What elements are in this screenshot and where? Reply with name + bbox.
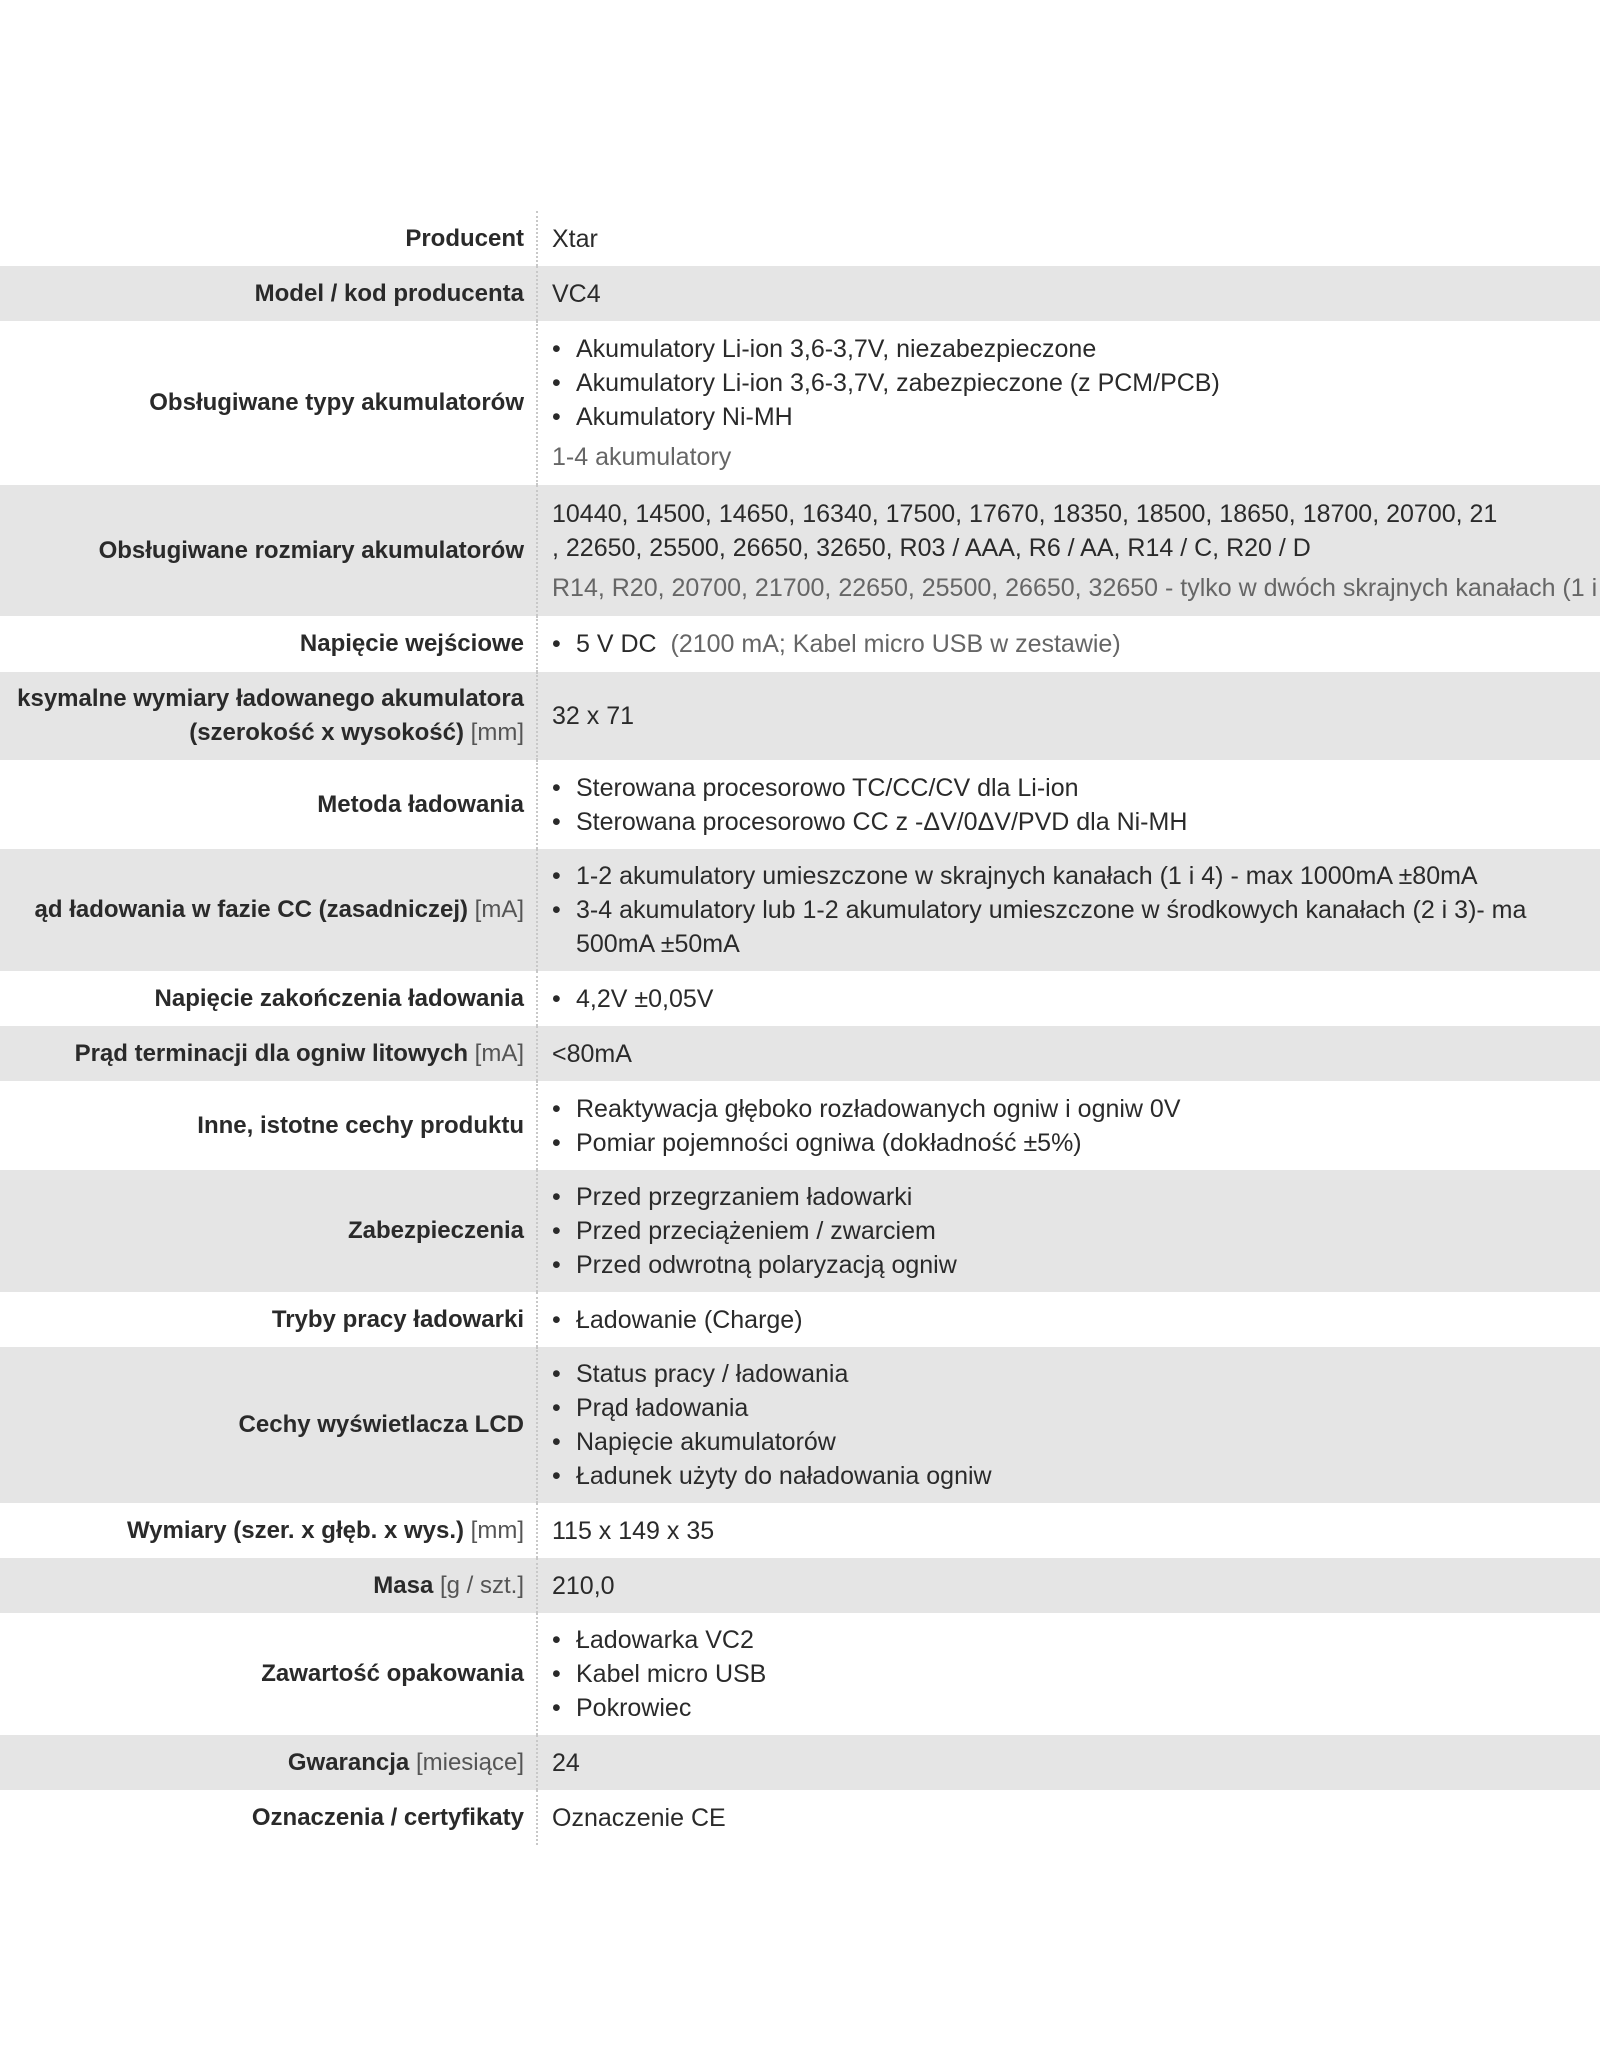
spec-bullet-list bbox=[552, 1180, 1600, 1282]
spec-row-warranty bbox=[0, 1735, 1600, 1790]
spec-bullet-list bbox=[552, 1092, 1600, 1160]
spec-label bbox=[0, 1081, 538, 1170]
spec-value bbox=[538, 1292, 1600, 1347]
spec-label bbox=[0, 1026, 538, 1081]
spec-label-text: Oznaczenia / certyfikaty bbox=[251, 1803, 524, 1831]
spec-value bbox=[538, 266, 1600, 321]
spec-row-protections bbox=[0, 1170, 1600, 1292]
spec-value-text: <80mA bbox=[552, 1039, 632, 1068]
spec-value bbox=[538, 485, 1600, 616]
spec-label bbox=[0, 1790, 538, 1845]
spec-label-text: Model / kod producenta bbox=[254, 279, 524, 307]
spec-bullet-list bbox=[552, 332, 1600, 434]
spec-label bbox=[0, 266, 538, 321]
spec-label bbox=[0, 1735, 538, 1790]
spec-bullet-item bbox=[552, 627, 1600, 661]
spec-label bbox=[0, 1613, 538, 1735]
spec-value bbox=[538, 1026, 1600, 1081]
spec-value bbox=[538, 849, 1600, 971]
spec-label-text: Obsługiwane typy akumulatorów bbox=[149, 389, 524, 416]
spec-row-input-voltage bbox=[0, 616, 1600, 672]
spec-label-unit: [mA] bbox=[474, 1039, 524, 1067]
spec-value bbox=[538, 971, 1600, 1026]
spec-bullet-item: • Akumulatory Li-ion 3,6-3,7V, niezabezpieczone bbox=[552, 332, 1600, 366]
spec-row-charging-method bbox=[0, 760, 1600, 849]
spec-value bbox=[538, 211, 1600, 266]
spec-label-text: Inne, istotne cechy produktu bbox=[197, 1111, 524, 1139]
spec-bullet-item: • Sterowana procesorowo CC z -ΔV/0ΔV/PVD dla Ni-MH bbox=[552, 805, 1600, 839]
spec-bullet-item: • Pokrowiec bbox=[552, 1691, 1600, 1725]
spec-bullet-text: 3-4 akumulatory lub 1-2 akumulatory umieszczone w środkowych kanałach (2 i 3)- ma bbox=[576, 896, 1527, 924]
spec-label bbox=[0, 971, 538, 1026]
spec-value bbox=[538, 616, 1600, 672]
spec-bullet-item: • Napięcie akumulatorów bbox=[552, 1425, 1600, 1459]
spec-row-mass bbox=[0, 1558, 1600, 1613]
spec-bullet-list bbox=[552, 1623, 1600, 1725]
spec-value-text: Xtar bbox=[552, 224, 598, 253]
spec-label-unit: [g / szt.] bbox=[439, 1571, 524, 1599]
spec-label-text: ąd ładowania w fazie CC (zasadniczej) bbox=[34, 896, 468, 923]
spec-value bbox=[538, 1081, 1600, 1170]
spec-label bbox=[0, 211, 538, 266]
spec-label-text: Masa bbox=[373, 1571, 434, 1599]
spec-bullet-list bbox=[552, 1303, 1600, 1337]
spec-row-other-features bbox=[0, 1081, 1600, 1170]
spec-bullet-item: • Sterowana procesorowo TC/CC/CV dla Li-ion bbox=[552, 771, 1600, 805]
spec-value bbox=[538, 1170, 1600, 1292]
spec-bullet-list bbox=[552, 1357, 1600, 1493]
spec-bullet-item: • Przed przeciążeniem / zwarciem bbox=[552, 1214, 1600, 1248]
spec-value-text: 115 x 149 x 35 bbox=[552, 1516, 715, 1545]
spec-label-text: (szerokość x wysokość) bbox=[189, 719, 464, 746]
spec-row-termination-current bbox=[0, 1026, 1600, 1081]
spec-label bbox=[0, 321, 538, 485]
spec-row-operating-modes bbox=[0, 1292, 1600, 1347]
spec-row-certificates bbox=[0, 1790, 1600, 1845]
spec-bullet-continuation: 500mA ±50mA bbox=[576, 930, 740, 958]
spec-row-package-contents bbox=[0, 1613, 1600, 1735]
spec-table bbox=[0, 211, 1600, 1845]
spec-label bbox=[0, 672, 538, 760]
spec-label bbox=[0, 849, 538, 971]
spec-note: 1-4 akumulatory bbox=[552, 443, 732, 471]
spec-label-unit: [mm] bbox=[470, 1516, 524, 1544]
spec-row-lcd-features bbox=[0, 1347, 1600, 1503]
spec-label-text bbox=[75, 1040, 524, 1067]
spec-bullet-item: • Przed odwrotną polaryzacją ogniw bbox=[552, 1248, 1600, 1282]
spec-label-text: Tryby pracy ładowarki bbox=[271, 1305, 524, 1333]
spec-label-text: Prąd terminacji dla ogniw litowych bbox=[74, 1039, 468, 1067]
spec-label bbox=[0, 760, 538, 849]
spec-row-battery-sizes bbox=[0, 485, 1600, 616]
spec-bullet-item: • Kabel micro USB bbox=[552, 1657, 1600, 1691]
spec-bullet-item: • Prąd ładowania bbox=[552, 1391, 1600, 1425]
spec-bullet-item: • Reaktywacja głęboko rozładowanych ogniw i ogniw 0V bbox=[552, 1092, 1600, 1126]
spec-value bbox=[538, 321, 1600, 485]
spec-row-end-voltage bbox=[0, 971, 1600, 1026]
spec-row-producent bbox=[0, 211, 1600, 266]
spec-label-text: Napięcie wejściowe bbox=[299, 630, 524, 657]
spec-value bbox=[538, 1735, 1600, 1790]
spec-label-unit: [mm] bbox=[470, 719, 524, 746]
spec-label bbox=[0, 485, 538, 616]
spec-bullet-list bbox=[552, 771, 1600, 839]
spec-bullet-item: • Status pracy / ładowania bbox=[552, 1357, 1600, 1391]
spec-value-text: 210,0 bbox=[552, 1571, 615, 1600]
spec-label-text bbox=[288, 1749, 524, 1776]
spec-note: R14, R20, 20700, 21700, 22650, 25500, 26650, 32650 - tylko w dwóch skrajnych kanałach (1 i bbox=[552, 573, 1598, 602]
spec-value bbox=[538, 1790, 1600, 1845]
spec-label-text: Zawartość opakowania bbox=[261, 1660, 524, 1687]
spec-bullet-item: • 4,2V ±0,05V bbox=[552, 982, 1600, 1016]
spec-label-text: Gwarancja bbox=[287, 1748, 410, 1776]
spec-label bbox=[0, 1170, 538, 1292]
spec-bullet-item bbox=[552, 893, 1600, 961]
spec-row-charging-current bbox=[0, 849, 1600, 971]
spec-bullet-sub: (2100 mA; Kabel micro USB w zestawie) bbox=[670, 630, 1121, 658]
spec-bullet-item: • Ładowanie (Charge) bbox=[552, 1303, 1600, 1337]
spec-label-text: Napięcie zakończenia ładowania bbox=[154, 984, 524, 1012]
spec-value bbox=[538, 1613, 1600, 1735]
spec-value bbox=[538, 1558, 1600, 1613]
spec-bullet-main: 5 V DC bbox=[576, 630, 657, 658]
spec-label-unit: [mA] bbox=[474, 896, 524, 923]
spec-label bbox=[0, 1347, 538, 1503]
spec-bullet-list bbox=[552, 982, 1600, 1016]
spec-bullet-list bbox=[552, 627, 1600, 661]
spec-label-text: Zabezpieczenia bbox=[347, 1217, 524, 1244]
spec-label-text: Metoda ładowania bbox=[317, 790, 524, 818]
spec-bullet-item: • Ładowarka VC2 bbox=[552, 1623, 1600, 1657]
spec-value bbox=[538, 760, 1600, 849]
spec-bullet-item: • Akumulatory Ni-MH bbox=[552, 400, 1600, 434]
spec-label bbox=[0, 1503, 538, 1558]
spec-label-text: ksymalne wymiary ładowanego akumulatora bbox=[17, 685, 524, 712]
spec-label-text: Producent bbox=[405, 224, 524, 252]
spec-label bbox=[0, 1292, 538, 1347]
spec-bullet-item: • Przed przegrzaniem ładowarki bbox=[552, 1180, 1600, 1214]
spec-value-line: 10440, 14500, 14650, 16340, 17500, 17670, 18350, 18500, 18650, 18700, 20700, 21 bbox=[552, 499, 1498, 528]
spec-label-unit: [miesiące] bbox=[415, 1748, 524, 1776]
spec-bullet-item: • 1-2 akumulatory umieszczone w skrajnych kanałach (1 i 4) - max 1000mA ±80mA bbox=[552, 859, 1600, 893]
spec-bullet-list bbox=[552, 859, 1600, 961]
spec-label-text: Obsługiwane rozmiary akumulatorów bbox=[98, 536, 524, 564]
spec-label bbox=[0, 1558, 538, 1613]
spec-value-text: VC4 bbox=[552, 279, 601, 308]
spec-row-max-dimensions bbox=[0, 672, 1600, 760]
spec-label bbox=[0, 616, 538, 672]
spec-bullet-item: • Pomiar pojemności ogniwa (dokładność ±5%) bbox=[552, 1126, 1600, 1160]
spec-label-text bbox=[373, 1572, 524, 1599]
spec-bullet-item: • Akumulatory Li-ion 3,6-3,7V, zabezpieczone (z PCM/PCB) bbox=[552, 366, 1600, 400]
spec-value-text: 24 bbox=[552, 1748, 580, 1777]
spec-row-battery-types bbox=[0, 321, 1600, 485]
spec-value-text: Oznaczenie CE bbox=[552, 1803, 726, 1832]
spec-label-text bbox=[127, 1517, 524, 1544]
spec-value-line: , 22650, 25500, 26650, 32650, R03 / AAA, R6 / AA, R14 / C, R20 / D bbox=[552, 533, 1311, 562]
spec-label-text: Wymiary (szer. x głęb. x wys.) bbox=[126, 1516, 464, 1544]
spec-value-text: 32 x 71 bbox=[552, 702, 635, 730]
spec-label-text bbox=[35, 896, 524, 923]
spec-value bbox=[538, 1347, 1600, 1503]
spec-row-model bbox=[0, 266, 1600, 321]
spec-value bbox=[538, 1503, 1600, 1558]
spec-label-text: Cechy wyświetlacza LCD bbox=[238, 1411, 524, 1438]
spec-value bbox=[538, 672, 1600, 760]
spec-row-dimensions bbox=[0, 1503, 1600, 1558]
spec-bullet-item: • Ładunek użyty do naładowania ogniw bbox=[552, 1459, 1600, 1493]
